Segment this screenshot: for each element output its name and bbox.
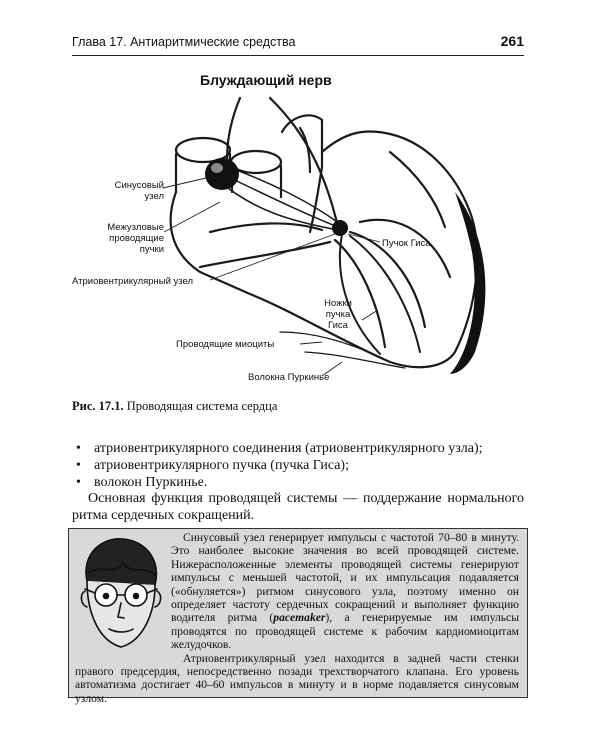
label-sa-node: Синусовый узел: [114, 180, 164, 202]
page-number: 261: [500, 33, 524, 49]
label-internodal-bundles: Межузловые проводящие пучки: [107, 222, 164, 255]
label-purkinje-fibers: Волокна Пуркинье: [248, 372, 330, 383]
label-av-node: Атриовентрикулярный узел: [72, 276, 194, 287]
list-item: • атриовентрикулярного пучка (пучка Гиса);: [72, 457, 532, 474]
figure-caption-text: Проводящая система сердца: [123, 399, 278, 413]
list-item: • атриовентрикулярного соединения (атриовентрикулярного узла);: [72, 440, 532, 457]
vessel-middle: [231, 151, 281, 173]
ventricle-wall: [450, 192, 485, 374]
body-paragraph: Основная функция проводящей системы — поддержание нормального ритма сердечных сокращений.: [72, 491, 524, 523]
bullet-list: [72, 440, 532, 491]
label-his-bundle: Пучок Гиса: [382, 238, 431, 249]
info-box: [68, 528, 528, 705]
figure-caption: [72, 399, 277, 414]
figure-title: Блуждающий нерв: [200, 72, 332, 88]
info-term: pacemaker: [273, 611, 326, 625]
chapter-title: Глава 17. Антиаритмические средства: [72, 35, 296, 49]
heart-conduction-figure: [60, 62, 520, 392]
info-text-part: ), а генерируемые им импульсы проводятся по проводящей системе к рабочим кардиомиоцитам желудочков.: [171, 611, 519, 652]
sa-node-marker: [205, 158, 239, 190]
info-text-part: Синусовый узел генерирует импульсы с частотой 70–80 в минуту. Это наиболее высокие значения во всей проводящей системе. Нижерасположенные элементы проводящей системы генерируют импульсы с меньшей частотой, и их импульсация подавляется («обнуляется») ритмом синусового узла, поэтому именно он определяет частоту сердечных сокращений и выполняет функцию водителя ритма (: [171, 531, 519, 625]
running-header: [72, 33, 524, 56]
cartoon-face-icon: [73, 533, 165, 657]
av-node-marker: [332, 220, 348, 236]
figure-number: Рис. 17.1.: [72, 399, 124, 413]
list-item: • волокон Пуркинье.: [72, 474, 532, 491]
info-box-text: [75, 531, 519, 705]
label-conducting-myocytes: Проводящие миоциты: [176, 339, 275, 350]
info-box-paragraph-2: Атриовентрикулярный узел находится в задней части стенки правого предсердия, непосредственно позади трехстворчатого клапана. Его уровень автоматизма достигает 40–60 импульсов в минуту и в норме подавляется синусовым узлом.: [75, 651, 519, 705]
label-bundle-branches: Ножки пучка Гиса: [324, 298, 352, 331]
